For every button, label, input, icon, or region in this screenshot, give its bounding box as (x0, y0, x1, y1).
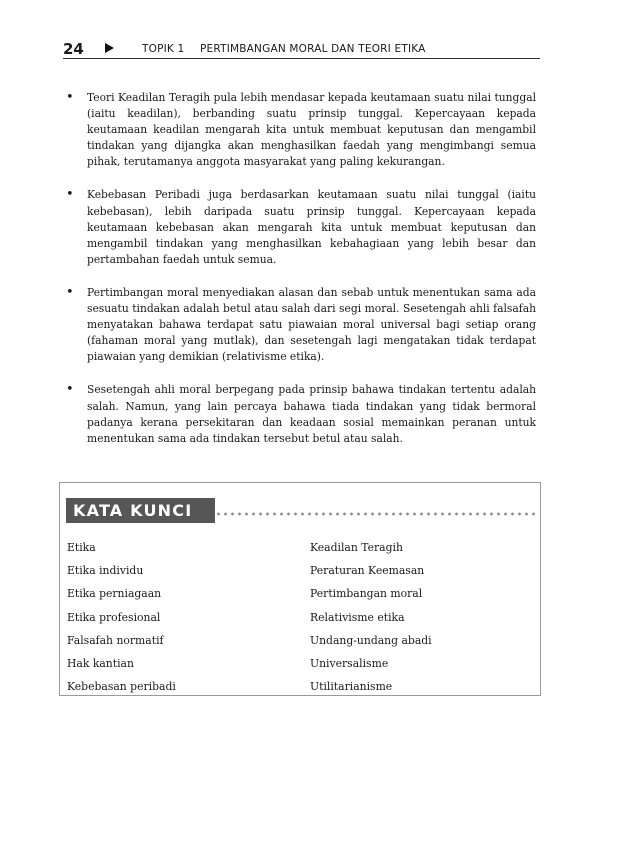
bullet-item: • Kebebasan Peribadi juga berdasarkan keutamaan suatu nilai tunggal (iaitu kebebasan), lebih daripada suatu prinsip tunggal. Kepercayaan kepada keutamaan kebebasan akan mengarah kita untuk membuat keputusan dan mengambil tindakan yang menghasilkan kebahagiaan yang lebih besar dan pertambahan faedah untuk semua. (66, 187, 536, 267)
keyword-term: Etika perniagaan (67, 587, 162, 601)
keyword-term: Universalisme (310, 656, 389, 670)
topic-label: TOPIK 1 (142, 43, 185, 55)
keyword-term: Peraturan Keemasan (310, 564, 425, 578)
page-header (63, 40, 540, 59)
keyword-term: Relativisme etika (310, 610, 405, 624)
keyword-term: Etika profesional (67, 610, 161, 624)
bullet-item: • Sesetengah ahli moral berpegang pada prinsip bahawa tindakan tertentu adalah salah. Namun, yang lain percaya bahawa tiada tindakan yang tidak bermoral padanya kerana persekitaran dan keadaan sosial memainkan peranan untuk menentukan sama ada tindakan tersebut betul atau salah. (66, 382, 536, 446)
keyword-term: Hak kantian (67, 656, 134, 670)
keyword-term: Etika individu (67, 564, 144, 578)
keyword-grid (67, 536, 537, 698)
keyword-term: Pertimbangan moral (310, 587, 423, 601)
dotted-divider (215, 511, 535, 517)
page-number: 24 (63, 40, 84, 58)
keyword-term: Utilitarianisme (310, 680, 393, 694)
keyword-box (59, 482, 541, 696)
bullet-list (66, 90, 536, 464)
arrow-right-icon (105, 43, 114, 53)
keyword-term: Etika (67, 541, 96, 554)
bullet-item: • Teori Keadilan Teragih pula lebih mendasar kepada keutamaan suatu nilai tunggal (iaitu keadilan), berbanding suatu prinsip tunggal. Kepercayaan kepada keutamaan keadilan mengarah kita untuk membuat keputusan dan mengambil tindakan yang dijangka akan menghasilkan faedah yang mengimbangi semua pihak, terutamanya anggota masyarakat yang paling kekurangan. (66, 90, 536, 170)
bullet-item: • Pertimbangan moral menyediakan alasan dan sebab untuk menentukan sama ada sesuatu tindakan adalah betul atau salah dari segi moral. Sesetengah ahli falsafah menyatakan bahawa terdapat satu piawaian moral universal bagi setiap orang (fahaman moral yang mutlak), dan sesetengah lagi mengatakan tidak terdapat piawaian yang demikian (relativisme etika). (66, 285, 536, 365)
keyword-term: Kebebasan peribadi (67, 680, 176, 694)
keyword-box-title: KATA KUNCI (66, 498, 215, 523)
keyword-term: Keadilan Teragih (310, 541, 403, 554)
keyword-term: Undang-undang abadi (310, 633, 432, 647)
keyword-term: Falsafah normatif (67, 633, 164, 647)
topic-title: PERTIMBANGAN MORAL DAN TEORI ETIKA (200, 43, 426, 55)
